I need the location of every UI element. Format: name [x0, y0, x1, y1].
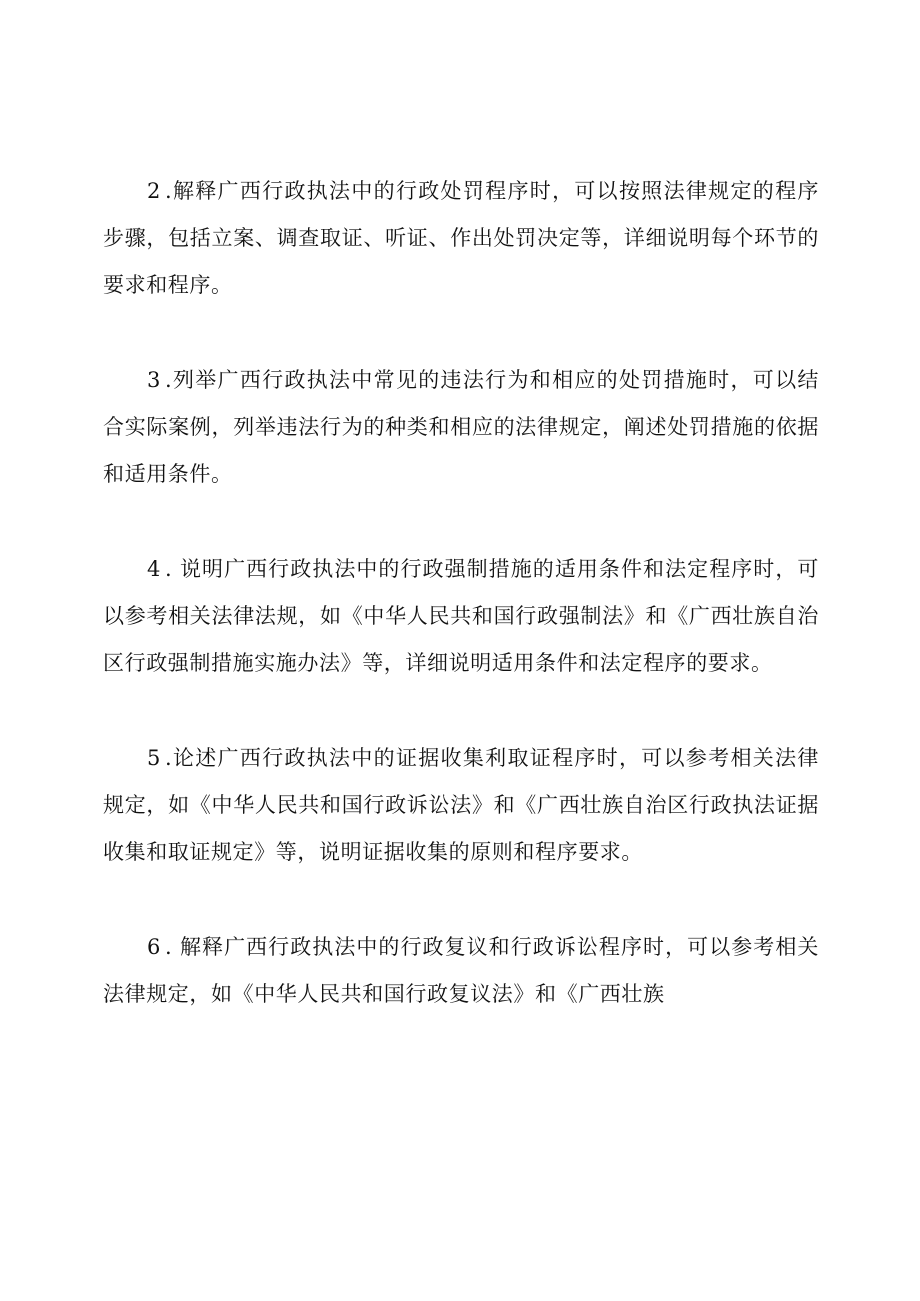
paragraph-number: 2: [147, 179, 161, 203]
paragraph-item-4: [103, 546, 819, 687]
paragraph-item-5: [103, 735, 819, 876]
paragraph-text: .列举广西行政执法中常见的违法行为和相应的处罚措施时，可以结合实际案例，列举违法行为的种类和相应的法律规定，阐述处罚措施的依据和适用条件。: [103, 368, 819, 486]
paragraph-number: 6: [147, 935, 161, 959]
paragraph-item-6: [103, 924, 819, 1018]
document-body: [103, 168, 819, 1066]
paragraph-number: 5: [147, 746, 161, 770]
paragraph-text: . 解释广西行政执法中的行政复议和行政诉讼程序时，可以参考相关法律规定，如《中华人民共和国行政复议法》和《广西壮族: [103, 935, 819, 1006]
paragraph-text: .论述广西行政执法中的证据收集利取证程序时，可以参考相关法律规定，如《中华人民共和国行政诉讼法》和《广西壮族自治区行政执法证据收集和取证规定》等，说明证据收集的原则和程序要求。: [103, 746, 819, 864]
paragraph-number: 3: [147, 368, 161, 392]
paragraph-number: 4: [147, 557, 161, 581]
paragraph-item-3: [103, 357, 819, 498]
paragraph-text: . 说明广西行政执法中的行政强制措施的适用条件和法定程序时，可以参考相关法律法规，如《中华人民共和国行政强制法》和《广西壮族自治区行政强制措施实施办法》等，详细说明适用条件和法定程序的要求。: [103, 557, 819, 675]
paragraph-item-2: [103, 168, 819, 309]
paragraph-text: .解释广西行政执法中的行政处罚程序时，可以按照法律规定的程序步骤，包括立案、调查取证、听证、作出处罚决定等，详细说明每个环节的要求和程序。: [103, 179, 819, 297]
